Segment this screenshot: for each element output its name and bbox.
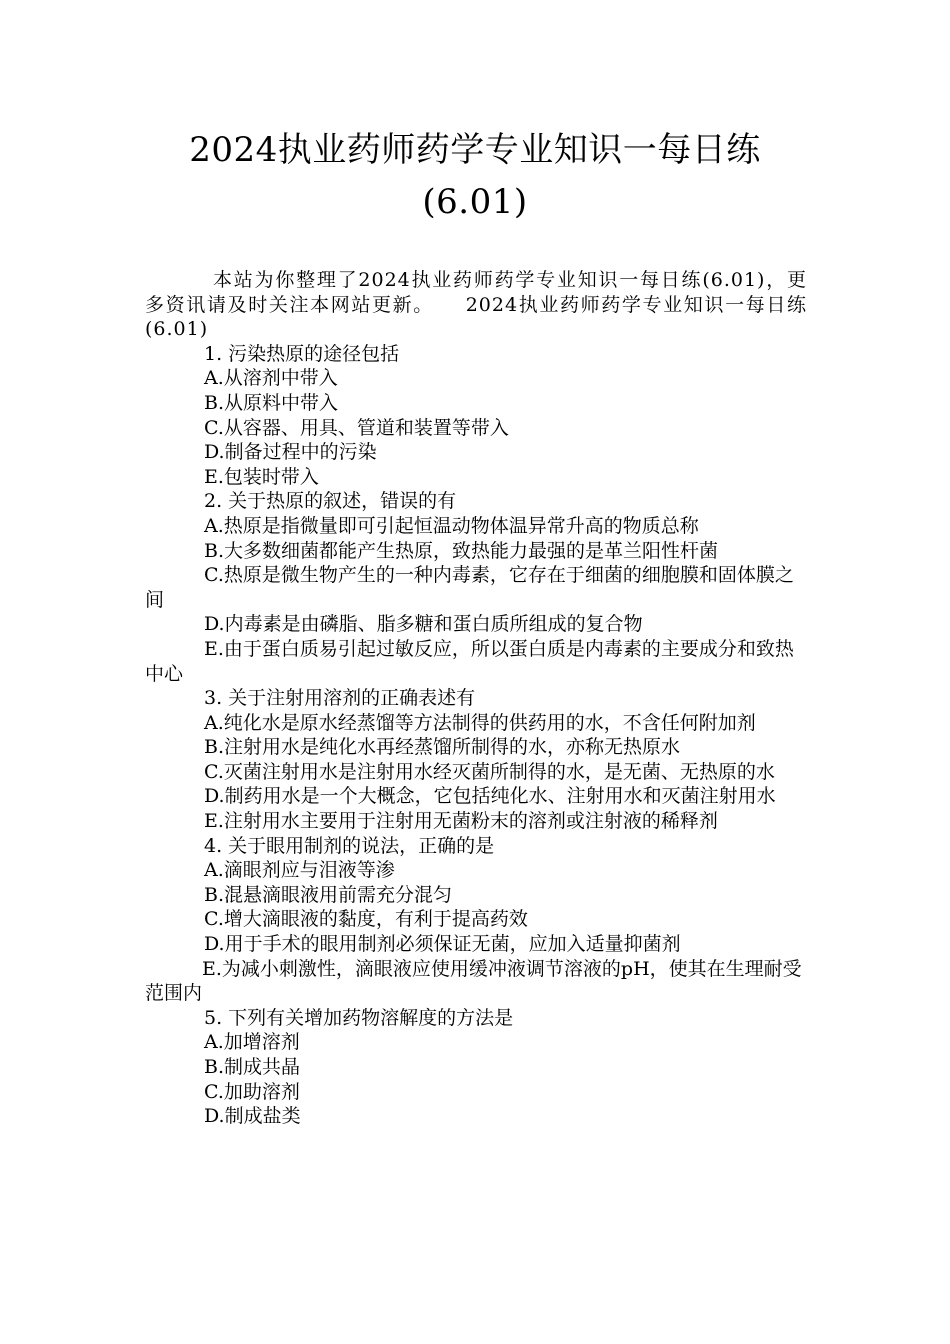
option-line: A.热原是指微量即可引起恒温动物体温异常升高的物质总称 (204, 514, 699, 537)
option-line: B.大多数细菌都能产生热原，致热能力最强的是革兰阳性杆菌 (204, 539, 719, 562)
option-line: D.用于手术的眼用制剂必须保证无菌，应加入适量抑菌剂 (204, 933, 681, 956)
option-line: C.从容器、用具、管道和装置等带入 (204, 416, 509, 439)
title-line-2: (6.01) (422, 182, 528, 222)
option-line: C.热原是微生物产生的一种内毒素，它存在于细菌的细胞膜和固体膜之间 (145, 564, 794, 611)
intro-paragraph: 本站为你整理了2024执业药师药学专业知识一每日练(6.01)，更多资讯请及时关注本网站更新。 2024执业药师药学专业知识一每日练(6.01) (145, 269, 807, 341)
option-line: A.加增溶剂 (204, 1031, 300, 1054)
option-line: D.制成盐类 (204, 1105, 301, 1128)
option-line: A.纯化水是原水经蒸馏等方法制得的供药用的水，不含任何附加剂 (204, 711, 756, 734)
option-line: E.为减小刺激性，滴眼液应使用缓冲液调节溶液的pH，使其在生理耐受范围内 (145, 957, 802, 1005)
document-body (145, 268, 807, 1129)
option-line: B.制成共晶 (204, 1056, 301, 1078)
option-line: B.从原料中带入 (204, 391, 339, 414)
option-line: D.制备过程中的污染 (204, 441, 377, 464)
option-line: D.制药用水是一个大概念，它包括纯化水、注射用水和灭菌注射用水 (204, 785, 776, 808)
option-line: C.灭菌注射用水是注射用水经灭菌所制得的水，是无菌、无热原的水 (204, 760, 775, 783)
document-title (0, 124, 950, 228)
option-line: E.由于蛋白质易引起过敏反应，所以蛋白质是内毒素的主要成分和致热中心 (145, 637, 794, 685)
option-line: B.混悬滴眼液用前需充分混匀 (204, 883, 453, 906)
option-line: E.注射用水主要用于注射用无菌粉末的溶剂或注射液的稀释剂 (204, 810, 718, 833)
question-3: 3. 关于注射用溶剂的正确表述有 (204, 687, 476, 710)
option-line: A.滴眼剂应与泪液等渗 (204, 859, 395, 882)
title-line-1: 2024执业药师药学专业知识一每日练 (189, 130, 761, 170)
option-line: B.注射用水是纯化水再经蒸馏所制得的水，亦称无热原水 (204, 736, 681, 759)
option-line: C.增大滴眼液的黏度，有利于提高药效 (204, 908, 528, 931)
question-4: 4. 关于眼用制剂的说法，正确的是 (204, 834, 495, 857)
question-1: 1. 污染热原的途径包括 (204, 342, 400, 365)
option-line: A.从溶剂中带入 (204, 367, 338, 390)
option-line: C.加助溶剂 (204, 1080, 300, 1103)
option-line: E.包装时带入 (204, 465, 319, 488)
option-line: D.内毒素是由磷脂、脂多糖和蛋白质所组成的复合物 (204, 613, 643, 636)
question-5: 5. 下列有关增加药物溶解度的方法是 (204, 1006, 514, 1029)
question-2: 2. 关于热原的叙述，错误的有 (204, 490, 457, 513)
